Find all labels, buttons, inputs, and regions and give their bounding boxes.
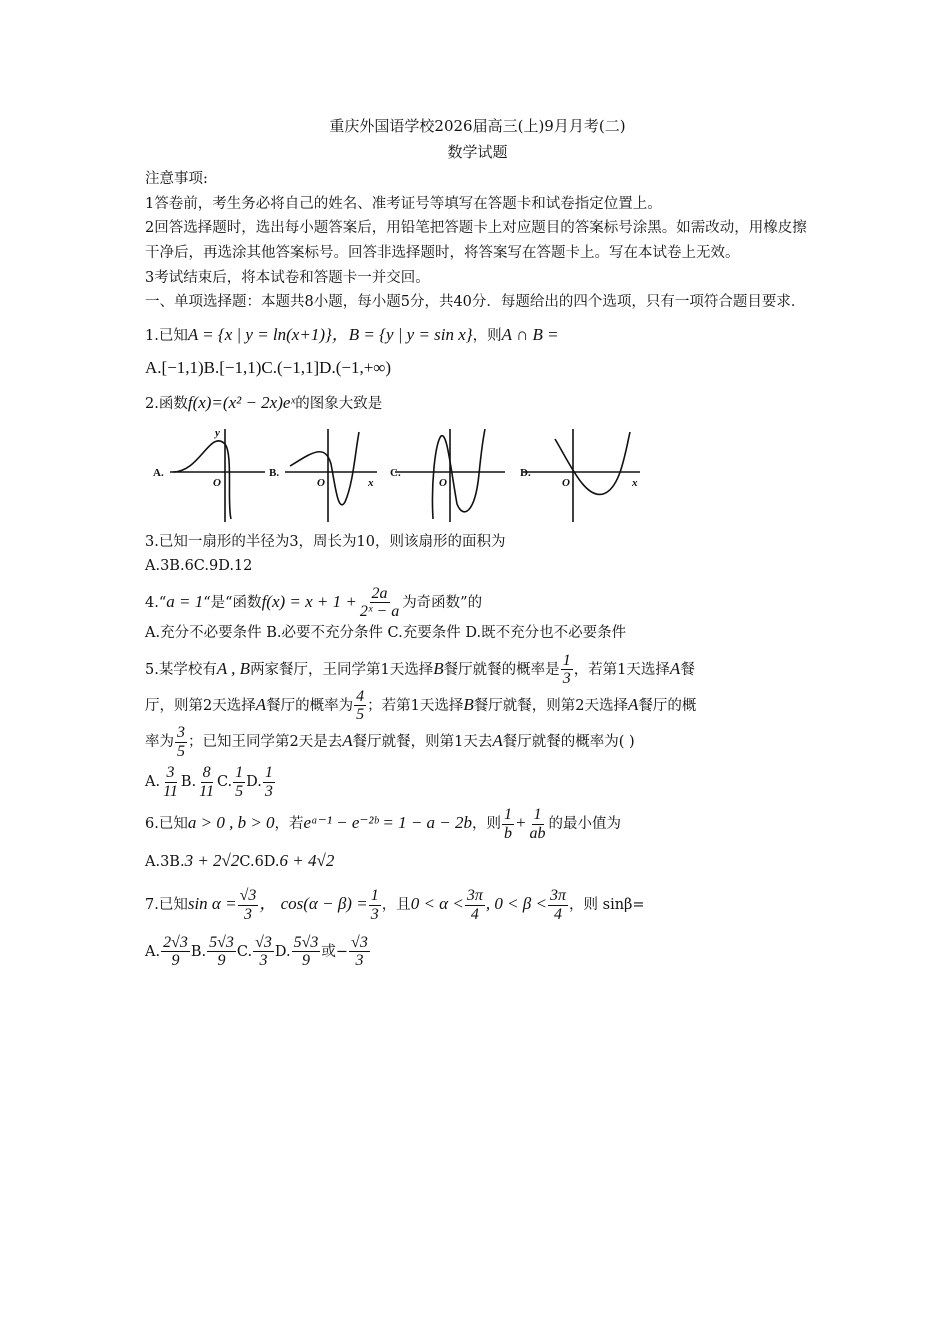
q7-opt-d: [292, 934, 321, 970]
note-item-2: 2回答选择题时，选出每小题答案后，用铅笔把答题卡上对应题目的答案标号涂黑。如需改动，用橡皮擦干净后，再选涂其他答案标号。回答非选择题时，将答案写在答题卡上。写在本试卷上无效。: [145, 220, 807, 261]
question-3: 3.已知一扇形的半径为3，周长为10，则该扇形的面积为: [145, 533, 506, 550]
q1-math: A = {x | y = ln(x+1)}，B = {y | y = sin x}: [187, 324, 473, 344]
frac-den: 3: [243, 906, 252, 924]
frac-num: √3: [255, 933, 272, 951]
q7-opt-c: [253, 934, 274, 970]
frac-num: 1: [264, 764, 273, 782]
exam-subtitle: 数学试题: [447, 142, 508, 161]
q7-opt-label: B.: [190, 943, 207, 960]
graph-label-c: C.: [390, 466, 401, 479]
q1-prefix: 1.已知: [145, 327, 188, 344]
question-5-line-3: [145, 724, 810, 760]
question-2: [145, 389, 810, 418]
q5-frac-1: [561, 652, 573, 688]
frac-num: 2√3: [163, 933, 188, 951]
frac-num: 3π: [550, 887, 567, 905]
frac-num: 1: [533, 806, 542, 824]
q6-frac-1: [502, 806, 514, 842]
q5-text: 厅，则第2天选择: [145, 697, 256, 714]
q4-math2: f(x) = x + 1 +: [261, 591, 357, 611]
q4-prefix: 4.“: [145, 594, 167, 611]
frac-num: 1: [370, 887, 379, 905]
q5-text: 餐厅就餐，则第1天去: [352, 734, 493, 751]
graph-a-origin: O: [213, 476, 221, 489]
q7-frac-range-2: [548, 887, 568, 923]
q5-frac-2: [354, 688, 366, 724]
q5-options: [145, 764, 810, 800]
q6-plus: +: [515, 813, 527, 833]
q7-options: [145, 934, 810, 970]
q5-text: ；若第1天选择: [367, 697, 464, 714]
q1-end: A ∩ B =: [501, 324, 559, 344]
graph-c-origin: O: [439, 476, 447, 489]
question-5-line-1: [145, 652, 810, 688]
q5-frac-num: 1: [562, 651, 571, 669]
q5-text: ；已知王同学第2天是去: [188, 734, 343, 751]
frac-den: 4: [470, 906, 479, 924]
q7-opt-label: D.: [274, 943, 291, 960]
q7-math: ， cos(α − β) =: [259, 894, 368, 914]
q5-opt-label: D.: [246, 774, 262, 791]
q5-text: 餐厅的概: [638, 697, 697, 714]
question-1: [145, 321, 810, 350]
q7-math: sin α =: [187, 894, 237, 914]
q2-graph-options: [145, 424, 810, 524]
q5-text: 餐厅的概率为: [266, 697, 354, 714]
graph-b-x-label: x: [368, 476, 374, 489]
graph-label-d: D.: [520, 466, 531, 479]
q5-frac-den: 3: [562, 670, 571, 688]
q5-text: ，若第1天选择: [573, 661, 670, 678]
q5-frac-den: 5: [177, 742, 185, 760]
q7-text: ，则 sinβ=: [569, 897, 645, 914]
q2-suffix: 的图象大致是: [295, 395, 383, 412]
q4-mid: “是“函数: [203, 594, 262, 611]
frac-den: 3: [259, 952, 268, 970]
q5-opt-d: [263, 764, 275, 800]
q4-frac-den: 2ˣ − a: [359, 603, 400, 621]
question-4: [145, 585, 810, 621]
q5-text: 餐: [680, 661, 695, 678]
q5-text: 5.某学校有: [145, 661, 217, 678]
graph-b-origin: O: [317, 476, 325, 489]
q2-graphs-svg: [145, 424, 665, 524]
q7-opt-d-alt: [349, 934, 370, 970]
frac-num: 1: [235, 764, 244, 782]
frac-den: 9: [171, 952, 180, 970]
q7-math: 0 < α <: [410, 894, 464, 914]
q5-opt-label: A.: [145, 774, 161, 791]
frac-num: 1: [504, 806, 513, 824]
frac-num: 3: [166, 764, 175, 782]
q5-opt-b: [197, 764, 216, 800]
q7-text: ，且: [381, 897, 411, 914]
q6-text: 的最小值为: [548, 816, 621, 833]
q5-text: 餐厅就餐的概率为( ): [502, 734, 635, 751]
note-item-1: 1答卷前，考生务必将自己的姓名、准考证号等填写在答题卡和试卷指定位置上。: [145, 195, 662, 212]
q6-text: 6.已知: [145, 816, 188, 833]
frac-den: 3: [264, 782, 273, 800]
frac-den: 9: [217, 952, 226, 970]
q5-math: A: [669, 658, 681, 678]
q5-frac-num: 4: [356, 687, 365, 705]
q5-text: 餐厅就餐，则第2天选择: [473, 697, 628, 714]
section-heading: 一、单项选择题：本题共8小题，每小题5分，共40分．每题给出的四个选项，只有一项符合题目要求．: [145, 294, 806, 311]
q7-opt-label: A.: [145, 943, 161, 960]
frac-num: √3: [351, 933, 368, 951]
q6-opt-text: A.3B.: [145, 853, 185, 870]
question-6: [145, 806, 810, 842]
q4-math1: a = 1: [166, 591, 204, 611]
frac-den: ab: [529, 824, 546, 842]
q1-options: [145, 354, 810, 383]
frac-num: 3π: [466, 887, 483, 905]
q5-math: A , B: [216, 658, 251, 678]
q5-text: 两家餐厅，王同学第1天选择: [250, 661, 434, 678]
q6-opt-math: 6 + 4√2: [279, 850, 335, 870]
q5-math: A: [342, 731, 353, 751]
q4-frac-num: 2a: [371, 584, 388, 602]
q7-opt-a: [161, 934, 190, 970]
q5-math: A: [255, 694, 267, 714]
q5-frac-num: 3: [177, 724, 185, 741]
frac-den: 3: [370, 906, 379, 924]
q5-opt-label: B.: [180, 774, 197, 791]
q5-math: B: [433, 658, 444, 678]
frac-num: 5√3: [293, 933, 319, 951]
q6-options: [145, 847, 810, 876]
q3-options: A.3B.6C.9D.12: [145, 558, 253, 575]
q7-frac-sin: [238, 887, 259, 923]
q6-opt-text: C.6D.: [239, 853, 280, 870]
frac-den: 5: [235, 782, 244, 800]
q7-frac-range-1: [465, 887, 485, 923]
q5-opt-a: [161, 764, 180, 800]
q5-math: B: [463, 694, 474, 714]
q5-text: 餐厅就餐的概率是: [443, 661, 560, 678]
frac-num: √3: [239, 887, 257, 905]
question-5-line-2: [145, 688, 810, 724]
q7-text: 7.已知: [145, 897, 188, 914]
graph-d-origin: O: [562, 476, 570, 489]
frac-den: 11: [163, 782, 178, 800]
q4-suffix: 为奇函数”的: [402, 594, 483, 611]
q7-frac-cos: [369, 887, 381, 923]
q5-opt-label: C.: [216, 774, 233, 791]
frac-den: 4: [554, 906, 562, 924]
q5-frac-den: 5: [356, 706, 365, 724]
q2-math: f(x)=(x² − 2x)eˣ: [187, 392, 296, 412]
q6-math: a > 0 , b > 0: [187, 813, 275, 833]
q6-math: eᵃ⁻¹ − e⁻²ᵇ = 1 − a − 2b: [303, 813, 473, 833]
exam-page: [145, 114, 810, 970]
frac-den: b: [504, 824, 513, 842]
graph-d-x-label: x: [632, 476, 638, 489]
frac-num: 8: [202, 764, 211, 782]
frac-den: 3: [355, 952, 364, 970]
q7-opt-or: 或−: [321, 943, 349, 960]
q7-opt-label: C.: [236, 943, 253, 960]
q6-text: ，若: [274, 816, 304, 833]
q1-options-text: A.[−1,1)B.[−1,1)C.(−1,1]D.(−1,+∞): [145, 357, 392, 377]
q6-opt-math: 3 + 2√2: [184, 850, 240, 870]
q6-frac-2: [528, 806, 548, 842]
q1-suffix: ，则: [472, 327, 502, 344]
q6-text: ，则: [472, 816, 502, 833]
notes-heading: 注意事项:: [145, 171, 208, 187]
graph-a-y-label: y: [215, 426, 220, 439]
frac-num: 5√3: [209, 933, 234, 951]
frac-den: 11: [199, 782, 214, 800]
graph-label-b: B.: [269, 466, 280, 479]
q2-prefix: 2.函数: [145, 395, 188, 412]
q5-frac-3: [175, 724, 187, 760]
q7-math: , 0 < β <: [485, 894, 547, 914]
frac-den: 9: [302, 952, 310, 970]
q5-math: A: [492, 731, 503, 751]
q5-opt-c: [233, 764, 245, 800]
q5-math: A: [627, 694, 639, 714]
note-item-3: 3考试结束后，将本试卷和答题卡一并交回。: [145, 269, 430, 286]
q5-text: 率为: [145, 734, 174, 751]
q7-opt-b: [207, 934, 236, 970]
graph-label-a: A.: [153, 466, 164, 479]
exam-title: 重庆外国语学校2026届高三(上)9月月考(二): [329, 117, 626, 135]
q4-fraction: [358, 585, 401, 621]
question-7: [145, 887, 810, 923]
q4-options: A.充分不必要条件 B.必要不充分条件 C.充要条件 D.既不充分也不必要条件: [145, 624, 627, 641]
